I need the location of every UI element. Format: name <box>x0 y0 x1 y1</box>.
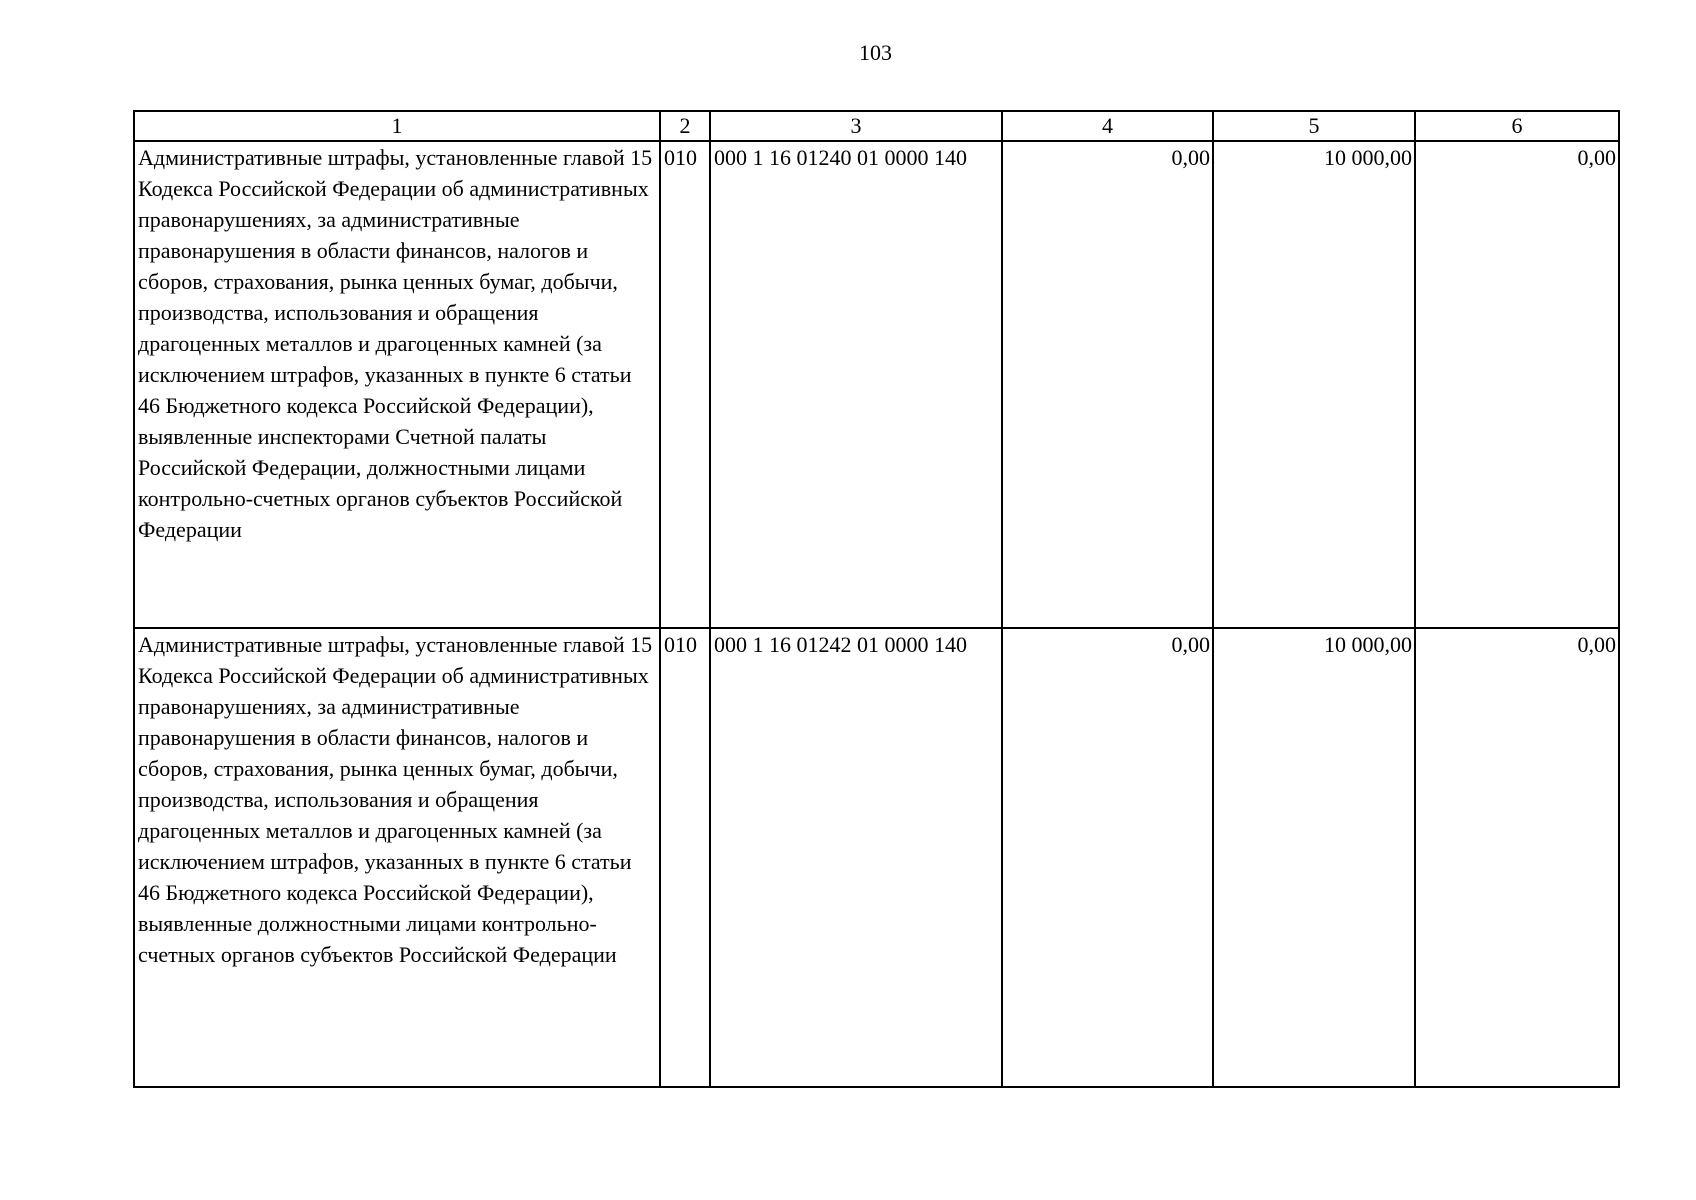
amount-col5: 10 000,00 <box>1213 628 1415 1087</box>
budget-classification-code: 000 1 16 01240 01 0000 140 <box>710 141 1002 628</box>
amount-col5: 10 000,00 <box>1213 141 1415 628</box>
column-header: 1 <box>134 111 660 141</box>
amount-col6: 0,00 <box>1415 141 1619 628</box>
table-header-row <box>134 111 1619 141</box>
table-row <box>134 141 1619 628</box>
column-header: 5 <box>1213 111 1415 141</box>
budget-table <box>133 110 1620 1088</box>
page-number: 103 <box>859 40 892 65</box>
revenue-description: Административные штрафы, установленные главой 15 Кодекса Российской Федерации об административных правонарушениях, за административные правонарушения в области финансов, налогов и сборов, страхования, рынка ценных бумаг, добычи, производства, использования и обращения драгоценных металлов и драгоценных камней (за исключением штрафов, указанных в пункте 6 статьи 46 Бюджетного кодекса Российской Федерации), выявленные инспекторами Счетной палаты Российской Федерации, должностными лицами контрольно-счетных органов субъектов Российской Федерации <box>134 141 660 628</box>
column-header: 6 <box>1415 111 1619 141</box>
amount-col4: 0,00 <box>1002 628 1213 1087</box>
column-header: 3 <box>710 111 1002 141</box>
admin-code: 010 <box>660 141 710 628</box>
amount-col6: 0,00 <box>1415 628 1619 1087</box>
admin-code: 010 <box>660 628 710 1087</box>
table-row <box>134 628 1619 1087</box>
revenue-description: Административные штрафы, установленные главой 15 Кодекса Российской Федерации об административных правонарушениях, за административные правонарушения в области финансов, налогов и сборов, страхования, рынка ценных бумаг, добычи, производства, использования и обращения драгоценных металлов и драгоценных камней (за исключением штрафов, указанных в пункте 6 статьи 46 Бюджетного кодекса Российской Федерации), выявленные должностными лицами контрольно-счетных органов субъектов Российской Федерации <box>134 628 660 1087</box>
amount-col4: 0,00 <box>1002 141 1213 628</box>
column-header: 4 <box>1002 111 1213 141</box>
column-header: 2 <box>660 111 710 141</box>
budget-classification-code: 000 1 16 01242 01 0000 140 <box>710 628 1002 1087</box>
